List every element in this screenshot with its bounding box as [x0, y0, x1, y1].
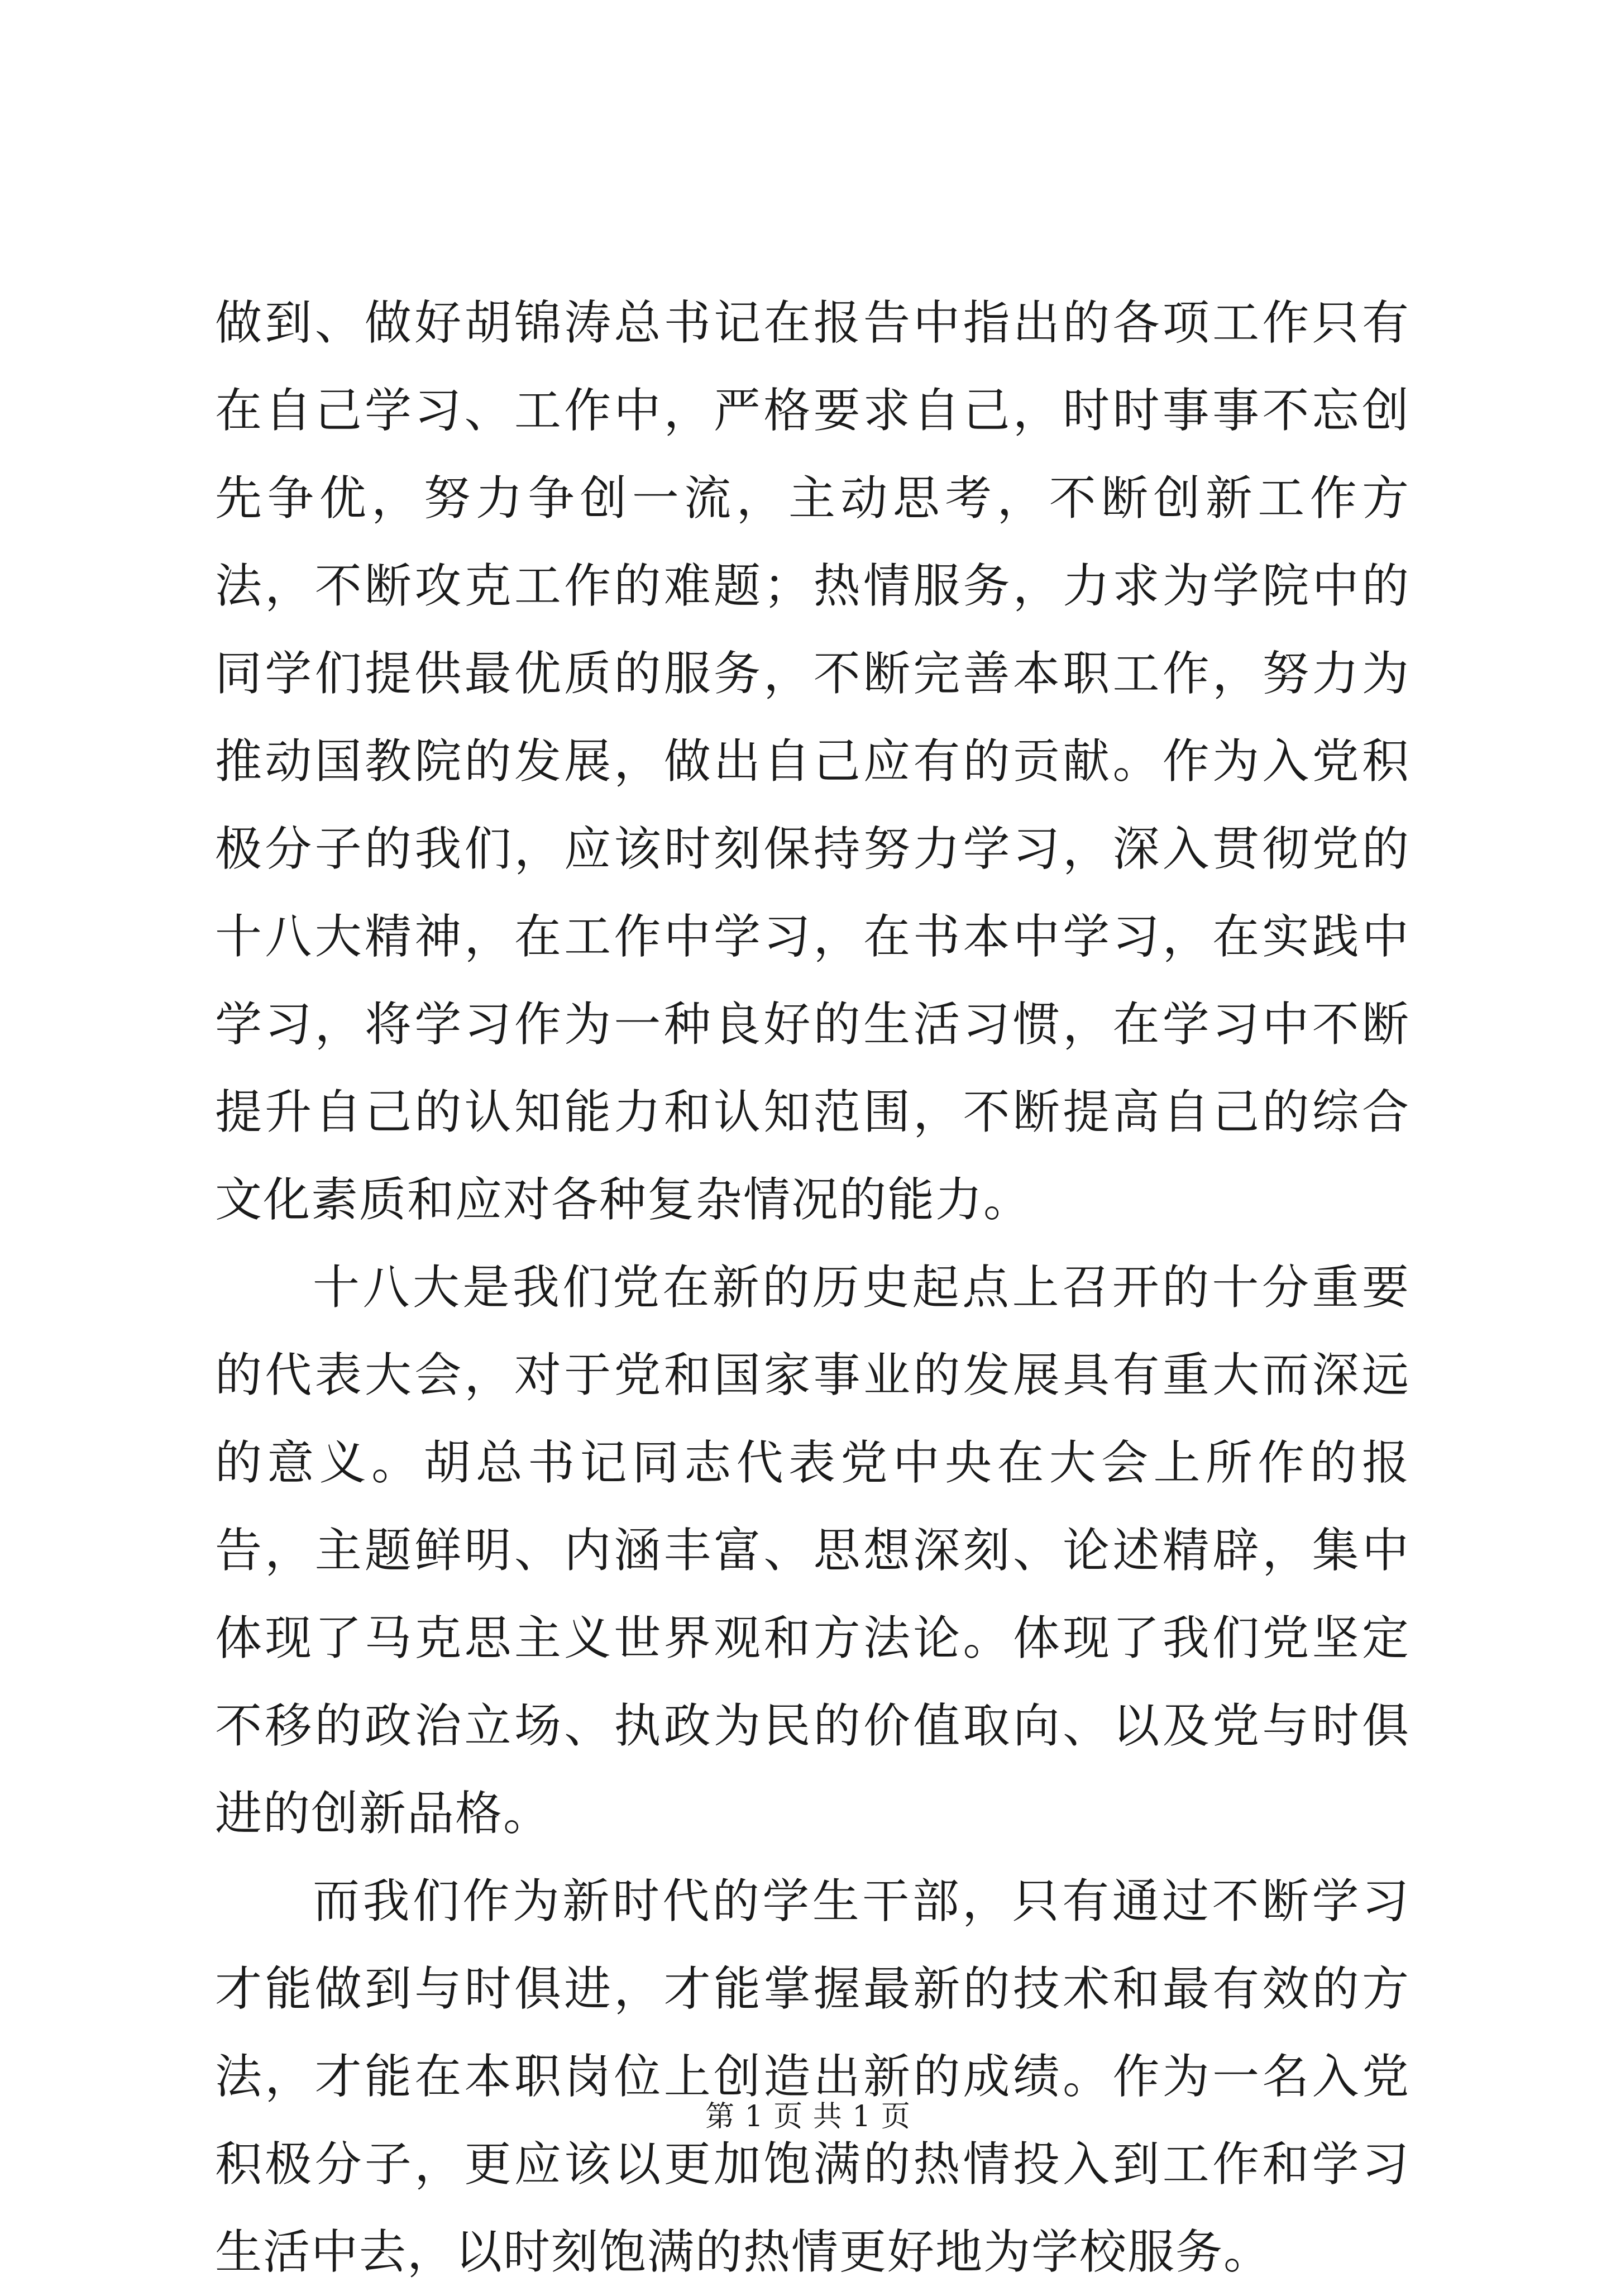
- paragraph-eighteenth-congress: 十八大是我们党在新的历史起点上召开的十分重要的代表大会，对于党和国家事业的发展具有重大而深远的意义。胡总书记同志代表党中央在大会上所作的报告，主题鲜明、内涵丰富、思想深刻、论述精辟，集中体现了马克思主义世界观和方法论。体现了我们党坚定不移的政治立场、执政为民的价值取向、以及党与时俱进的创新品格。: [215, 1260, 1410, 1841]
- paragraph-student-cadre: 而我们作为新时代的学生干部，只有通过不断学习才能做到与时俱进，才能掌握最新的技术和最有效的方法，才能在本职岗位上创造出新的成绩。作为一名入党积极分子，更应该以更加饱满的热情投入到工作和学习生活中去，以时刻饱满的热情更好地为学校服务。: [215, 1874, 1410, 2279]
- page-number-footer: 第 1 页 共 1 页: [705, 2100, 911, 2133]
- document-body: [215, 279, 1410, 2296]
- paragraph-continuation: 做到、做好胡锦涛总书记在报告中指出的各项工作只有在自己学习、工作中，严格要求自己，时时事事不忘创先争优，努力争创一流，主动思考，不断创新工作方法，不断攻克工作的难题；热情服务，力求为学院中的同学们提供最优质的服务，不断完善本职工作，努力为推动国教院的发展，做出自己应有的贡献。作为入党积极分子的我们，应该时刻保持努力学习，深入贯彻党的十八大精神，在工作中学习，在书本中学习，在实践中学习，将学习作为一种良好的生活习惯，在学习中不断提升自己的认知能力和认知范围，不断提高自己的综合文化素质和应对各种复杂情况的能力。: [215, 295, 1410, 1227]
